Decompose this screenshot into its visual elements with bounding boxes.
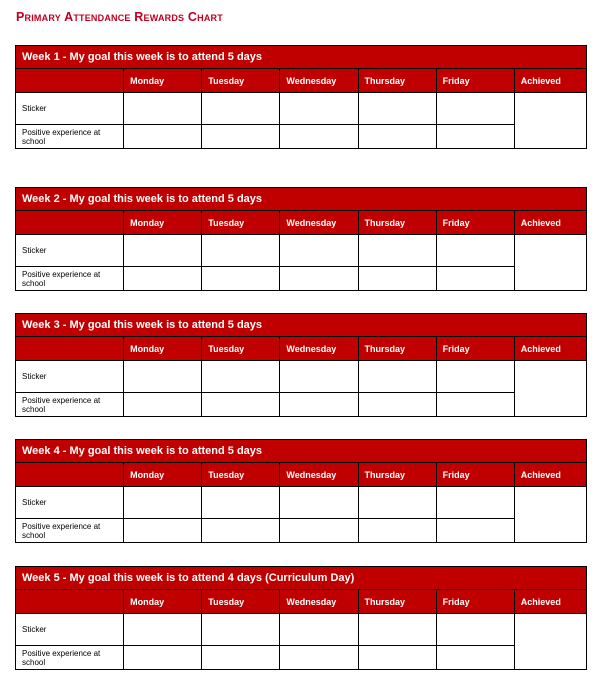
sticker-cell[interactable] [124,235,202,267]
sticker-cell[interactable] [436,93,514,125]
day-header: Wednesday [280,590,358,614]
header-blank-cell [16,69,124,93]
page-title: Primary Attendance Rewards Chart [16,10,223,24]
week-heading: Week 1 - My goal this week is to attend 5 days [16,46,587,69]
sticker-cell[interactable] [124,614,202,646]
header-blank-cell [16,337,124,361]
positive-experience-cell[interactable] [436,519,514,543]
sticker-cell[interactable] [202,235,280,267]
day-header: Thursday [358,590,436,614]
row-label-sticker: Sticker [16,361,124,393]
day-header: Wednesday [280,69,358,93]
day-header: Tuesday [202,211,280,235]
achieved-cell[interactable] [514,614,586,670]
day-header: Achieved [514,337,586,361]
row-label-sticker: Sticker [16,614,124,646]
positive-experience-cell[interactable] [436,646,514,670]
sticker-cell[interactable] [358,487,436,519]
positive-experience-cell[interactable] [124,267,202,291]
positive-experience-cell[interactable] [202,393,280,417]
sticker-cell[interactable] [202,614,280,646]
sticker-cell[interactable] [124,93,202,125]
positive-experience-cell[interactable] [202,267,280,291]
week-heading: Week 2 - My goal this week is to attend 5 days [16,188,587,211]
day-header: Thursday [358,337,436,361]
week-table [15,313,587,417]
day-header: Thursday [358,211,436,235]
positive-experience-cell[interactable] [358,125,436,149]
positive-experience-cell[interactable] [202,125,280,149]
day-header: Wednesday [280,211,358,235]
week-heading: Week 4 - My goal this week is to attend 5 days [16,440,587,463]
sticker-cell[interactable] [358,614,436,646]
row-label-sticker: Sticker [16,235,124,267]
week-table [15,439,587,543]
sticker-cell[interactable] [358,361,436,393]
week-table [15,187,587,291]
day-header: Friday [436,211,514,235]
sticker-cell[interactable] [436,614,514,646]
day-header: Achieved [514,69,586,93]
sticker-cell[interactable] [202,361,280,393]
day-header: Friday [436,590,514,614]
sticker-cell[interactable] [280,235,358,267]
day-header: Achieved [514,211,586,235]
row-label-sticker: Sticker [16,487,124,519]
positive-experience-cell[interactable] [280,125,358,149]
positive-experience-cell[interactable] [358,393,436,417]
positive-experience-cell[interactable] [358,267,436,291]
day-header: Friday [436,337,514,361]
sticker-cell[interactable] [202,93,280,125]
achieved-cell[interactable] [514,361,586,417]
sticker-cell[interactable] [358,93,436,125]
positive-experience-cell[interactable] [280,519,358,543]
sticker-cell[interactable] [124,487,202,519]
sticker-cell[interactable] [280,93,358,125]
day-header: Tuesday [202,463,280,487]
day-header: Wednesday [280,337,358,361]
day-header: Friday [436,463,514,487]
positive-experience-cell[interactable] [280,393,358,417]
row-label-positive-experience: Positive experience at school [16,519,124,543]
row-label-positive-experience: Positive experience at school [16,393,124,417]
sticker-cell[interactable] [280,614,358,646]
week-heading: Week 3 - My goal this week is to attend 5 days [16,314,587,337]
header-blank-cell [16,463,124,487]
day-header: Friday [436,69,514,93]
sticker-cell[interactable] [436,235,514,267]
day-header: Monday [124,463,202,487]
day-header: Monday [124,69,202,93]
positive-experience-cell[interactable] [124,125,202,149]
day-header: Tuesday [202,69,280,93]
positive-experience-cell[interactable] [280,267,358,291]
header-blank-cell [16,590,124,614]
positive-experience-cell[interactable] [202,646,280,670]
sticker-cell[interactable] [124,361,202,393]
positive-experience-cell[interactable] [358,519,436,543]
sticker-cell[interactable] [280,361,358,393]
week-heading: Week 5 - My goal this week is to attend 4 days (Curriculum Day) [16,567,587,590]
row-label-positive-experience: Positive experience at school [16,125,124,149]
day-header: Achieved [514,590,586,614]
positive-experience-cell[interactable] [280,646,358,670]
day-header: Monday [124,211,202,235]
row-label-positive-experience: Positive experience at school [16,646,124,670]
sticker-cell[interactable] [436,487,514,519]
positive-experience-cell[interactable] [124,519,202,543]
day-header: Thursday [358,69,436,93]
header-blank-cell [16,211,124,235]
positive-experience-cell[interactable] [358,646,436,670]
sticker-cell[interactable] [280,487,358,519]
row-label-positive-experience: Positive experience at school [16,267,124,291]
day-header: Wednesday [280,463,358,487]
week-table [15,45,587,149]
sticker-cell[interactable] [436,361,514,393]
week-table [15,566,587,670]
day-header: Thursday [358,463,436,487]
achieved-cell[interactable] [514,93,586,149]
positive-experience-cell[interactable] [436,125,514,149]
day-header: Monday [124,337,202,361]
achieved-cell[interactable] [514,487,586,543]
day-header: Achieved [514,463,586,487]
positive-experience-cell[interactable] [202,519,280,543]
row-label-sticker: Sticker [16,93,124,125]
positive-experience-cell[interactable] [436,393,514,417]
day-header: Tuesday [202,337,280,361]
day-header: Tuesday [202,590,280,614]
achieved-cell[interactable] [514,235,586,291]
sticker-cell[interactable] [358,235,436,267]
positive-experience-cell[interactable] [436,267,514,291]
sticker-cell[interactable] [202,487,280,519]
day-header: Monday [124,590,202,614]
positive-experience-cell[interactable] [124,646,202,670]
positive-experience-cell[interactable] [124,393,202,417]
